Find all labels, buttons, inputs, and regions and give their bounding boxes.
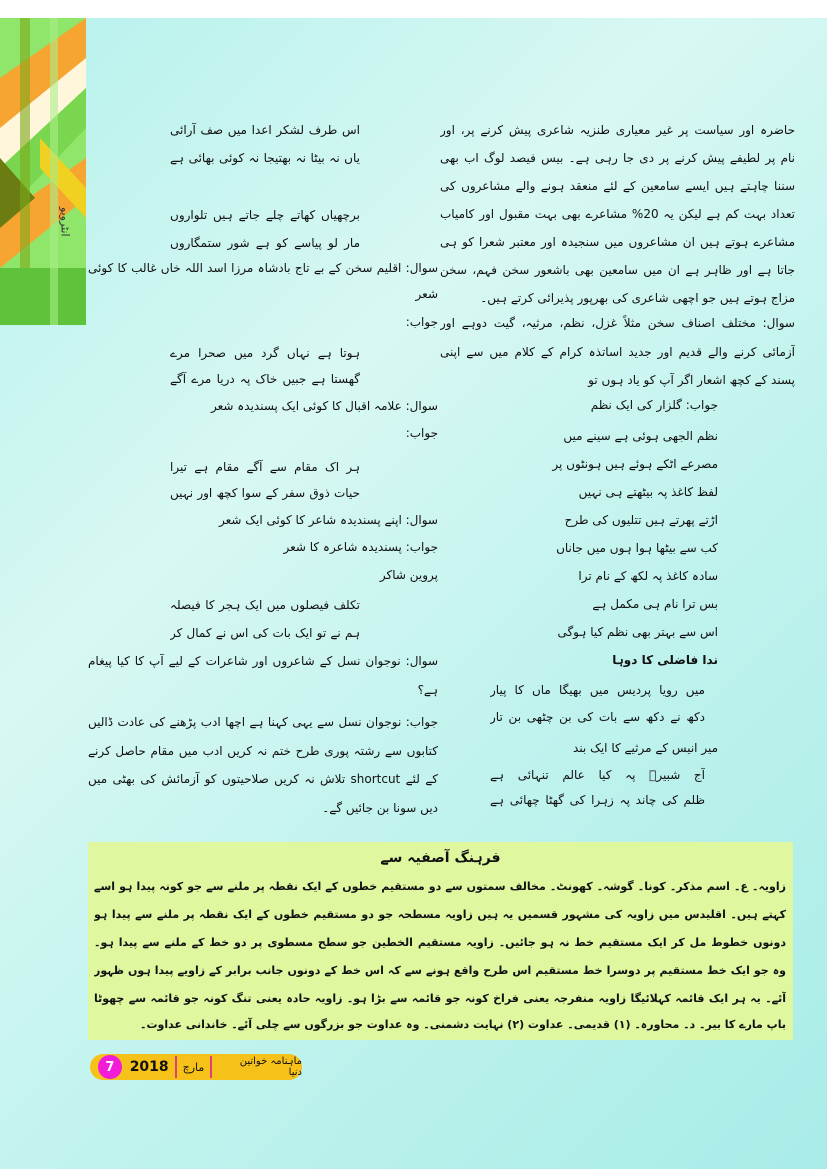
issue-year: 2018 bbox=[129, 1059, 169, 1075]
verse-line: گھستا ہے جبیں خاک پہ دریا مرے آگے bbox=[170, 372, 360, 386]
verse-line: برچھیاں کھاتے چلے جاتے ہیں تلواروں bbox=[170, 208, 360, 222]
question-line: آزمائی کرنے والے قدیم اور جدید اساتذہ کرام کے کلام میں سے اپنی bbox=[440, 345, 795, 359]
verse-line: ہر اک مقام سے آگے مقام ہے تیرا bbox=[170, 460, 360, 474]
answer-line: کے لئے shortcut تلاش نہ کریں صلاحیتوں کو آزمائش کی بھٹی میں bbox=[88, 772, 438, 786]
question-line: سوال: اقلیم سخن کے بے تاج بادشاہ مرزا اسد اللہ خاں غالب کا کوئی bbox=[88, 261, 438, 275]
verse-line: یاں نہ بیٹا نہ بھتیجا نہ کوئی بھائی ہے bbox=[170, 151, 360, 165]
issue-month: مارچ bbox=[182, 1060, 205, 1074]
poem-line: بس ترا نام ہی مکمل ہے bbox=[592, 597, 718, 611]
verse-line: مار لو پیاسے کو ہے شور ستمگاروں bbox=[170, 236, 360, 250]
question-line: سوال: علامہ اقبال کا کوئی ایک پسندیدہ شعر bbox=[210, 399, 438, 413]
text-line: حاضرہ اور سیاست پر غیر معیاری طنزیہ شاعری پیش کرنے پر، اور bbox=[440, 123, 795, 137]
verse-line: حیات ذوق سفر کے سوا کچھ اور نہیں bbox=[170, 486, 360, 500]
question-line: سوال: مختلف اصناف سخن مثلاً غزل، نظم، مرثیہ، گیت دوہے اور bbox=[440, 316, 795, 330]
glossary-title: فرہنگ آصفیہ سے bbox=[380, 850, 501, 866]
question-line: شعر bbox=[415, 287, 438, 301]
glossary-line: وہ جو ایک خط مستقیم پر دوسرا خط مستقیم اس طرح واقع ہونے سے کہ اس خط کے دونوں جانب برابر کے زاویے پیدا ہوں ظہور bbox=[94, 964, 786, 977]
verse-line: ہم نے تو ایک بات کی اس نے کمال کر bbox=[170, 626, 360, 640]
poet-name: پروین شاکر bbox=[379, 568, 438, 582]
question-line: پسند کے کچھ اشعار اگر آپ کو یاد ہوں تو bbox=[588, 373, 795, 387]
answer-label: جواب: bbox=[405, 426, 438, 440]
marsiya-line: ظلم کی چاند پہ زہرا کی گھٹا چھائی ہے bbox=[490, 793, 705, 807]
decorative-pattern bbox=[0, 18, 86, 325]
poem-line: کب سے بیٹھا ہوا ہوں میں جاناں bbox=[556, 541, 718, 555]
subheading: میر انیس کے مرثیے کا ایک بند bbox=[573, 741, 718, 755]
answer-line: جواب: پسندیدہ شاعرہ کا شعر bbox=[283, 540, 438, 554]
poem-line: نظم الجھی ہوئی ہے سینے میں bbox=[563, 429, 718, 443]
glossary-box bbox=[88, 842, 793, 1040]
answer-line: کتابوں سے رشتہ پوری طرح ختم نہ کریں ادب میں مقام حاصل کرنے bbox=[88, 744, 438, 758]
doha-line: میں رویا پردیس میں بھیگا ماں کا پیار bbox=[490, 683, 705, 697]
verse-line: تکلف فیصلوں میں ایک ہجر کا فیصلہ bbox=[170, 598, 360, 612]
question-line: سوال: اپنے پسندیدہ شاعر کا کوئی ایک شعر bbox=[218, 513, 438, 527]
page-footer bbox=[90, 1054, 302, 1080]
text-line: سننا چاہتے ہیں ایسے سامعین کے لئے منعقد ہونے والے مشاعروں کی bbox=[440, 179, 795, 193]
text-line: جاتا ہے اور ظاہر ہے ان میں سامعین بھی باشعور سخن فہم، سخن bbox=[440, 263, 795, 277]
marsiya-line: آج شبیرؑ پہ کیا عالم تنہائی ہے bbox=[490, 768, 705, 782]
poem-line: اس سے بہتر بھی نظم کیا ہوگی bbox=[557, 625, 718, 639]
text-line: تعداد بہت کم ہے لیکن یہ 20% مشاعرے بھی بہت مقبول اور کامیاب bbox=[440, 207, 795, 221]
glossary-line: دونوں خطوط مل کر ایک مستقیم خط نہ ہو جائیں۔ زاویہ مستقیم الخطین جو سطح مسطوی پر دو خط کے ملنے سے پیدا ہو۔ bbox=[94, 936, 786, 949]
divider bbox=[210, 1056, 212, 1078]
glossary-line: کہتے ہیں۔ اقلیدس میں زاویہ کی مشہور قسمیں یہ ہیں زاویہ مسطحہ جو دو مستقیم خطوں کے ایک نقطہ پر ملنے سے پیدا ہو bbox=[94, 908, 786, 921]
glossary-line: باپ مارے کا بیر۔ د۔ محاورہ۔ (۱) قدیمی۔ عداوت (۲) نہایت دشمنی۔ وہ عداوت جو بزرگوں سے چلی آئے۔ خاندانی عداوت۔ bbox=[140, 1018, 786, 1031]
poem-line: لفظ کاغذ پہ بیٹھتے ہی نہیں bbox=[578, 485, 718, 499]
divider bbox=[175, 1056, 177, 1078]
page-number-badge: 7 bbox=[98, 1055, 122, 1079]
subheading: ندا فاضلی کا دوہا bbox=[612, 653, 718, 667]
answer-line: جواب: گلزار کی ایک نظم bbox=[590, 398, 718, 412]
verse-line: ہوتا ہے نہاں گرد میں صحرا مرے bbox=[170, 346, 360, 360]
glossary-line: آئے۔ یہ ہر ایک قائمہ کہلائیگا زاویہ منفرجہ یعنی فراخ کونہ جو قائمہ سے بڑا ہو۔ زاویہ حادہ یعنی تنگ کونہ جو قائمہ سے چھوٹا bbox=[94, 992, 786, 1005]
poem-line: سادہ کاغذ پہ لکھ کے نام ترا bbox=[578, 569, 718, 583]
magazine-name: ماہنامہ خواتین دنیا bbox=[239, 1056, 302, 1078]
text-line: نام پر لطیفے پیش کرنے پر دی جا رہی ہے۔ بیس فیصد لوگ اب بھی bbox=[440, 151, 795, 165]
poem-line: اڑتے پھرتے ہیں تتلیوں کی طرح bbox=[564, 513, 718, 527]
text-line: مزاج ہوتے ہیں جو اچھی شاعری کی بھرپور پذیرائی کرتے ہیں۔ bbox=[480, 291, 795, 305]
doha-line: دکھ نے دکھ سے بات کی بن چٹھی بن تار bbox=[490, 710, 705, 724]
answer-line: دیں سونا بن جائیں گے۔ bbox=[322, 801, 438, 815]
section-label: انٹرویو bbox=[58, 206, 72, 237]
question-line: ہے؟ bbox=[417, 683, 438, 697]
verse-line: اس طرف لشکر اعدا میں صف آرائی bbox=[170, 123, 360, 137]
answer-line: جواب: نوجوان نسل سے یہی کہنا ہے اچھا ادب پڑھنے کی عادت ڈالیں bbox=[88, 715, 438, 729]
glossary-line: زاویہ۔ ع۔ اسم مذکر۔ کونا۔ گوشہ۔ کھونٹ۔ مخالف سمتوں سے دو مستقیم خطوں کے ایک نقطہ پر ملنے سے جو کونہ پیدا ہو اسے bbox=[94, 880, 786, 893]
text-line: مشاعرے ہوتے ہیں ان مشاعروں میں سنجیدہ اور معتبر شعرا کو ہی bbox=[440, 235, 795, 249]
question-line: سوال: نوجوان نسل کے شاعروں اور شاعرات کے لیے آپ کا کیا پیغام bbox=[88, 654, 438, 668]
answer-label: جواب: bbox=[405, 315, 438, 329]
poem-line: مصرعے اٹکے ہوئے ہیں ہونٹوں پر bbox=[552, 457, 718, 471]
